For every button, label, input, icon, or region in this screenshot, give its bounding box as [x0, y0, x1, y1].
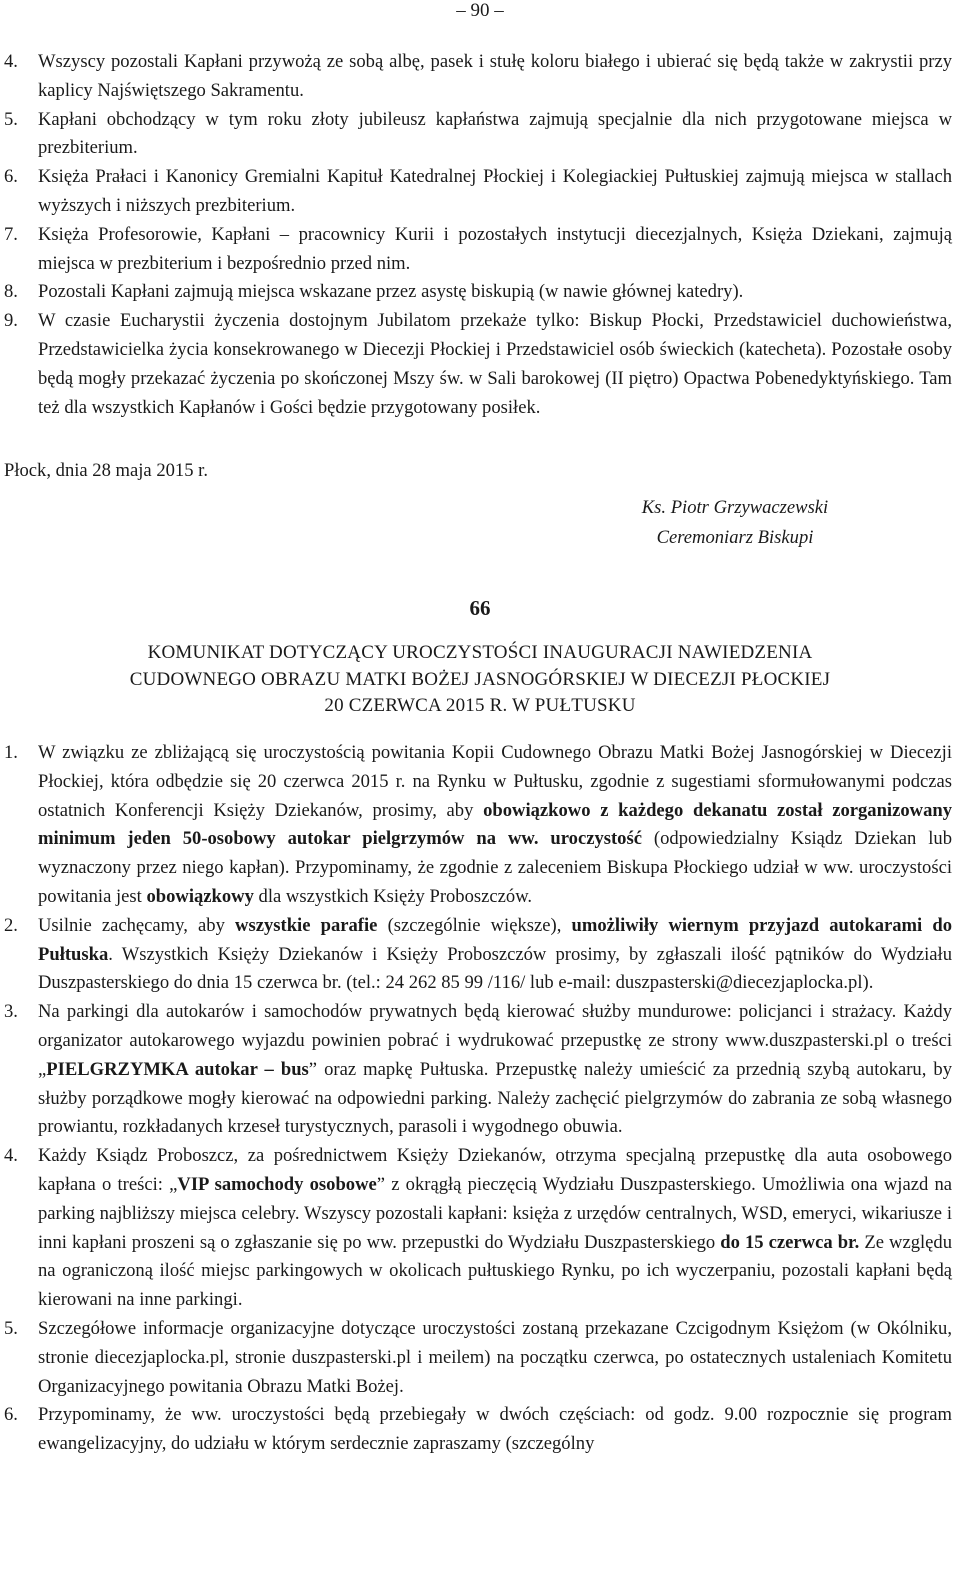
- emphasized-text: do 15 czerwca br.: [720, 1231, 860, 1253]
- signatory-role: Ceremoniarz Biskupi: [656, 527, 814, 548]
- signatory-name: Ks. Piotr Grzywaczewski: [641, 497, 829, 518]
- emphasized-text: PIELGRZYMKA autokar – bus: [46, 1058, 309, 1080]
- text-segment: (szczególnie większe),: [377, 914, 572, 936]
- list-item: [4, 1315, 952, 1401]
- text-segment: Ze względu na ograniczoną ilość miejsc parkingowych w okolicach pułtuskiego Rynku, po ich wyczerpaniu, pozostali kapłani będą kierowani na inne parkingi.: [38, 1231, 952, 1311]
- list-item-number: 5.: [4, 108, 18, 130]
- list-item-number: 8.: [4, 281, 18, 303]
- list-item-text: [38, 1318, 952, 1397]
- list-item-text: [38, 1404, 952, 1454]
- emphasized-text: obowiązkowo z każdego dekanatu został zorganizowany minimum jeden 50-osobowy autokar pielgrzymów na ww. uroczystość: [38, 799, 953, 850]
- document-title: [0, 640, 960, 720]
- list-item-number: 7.: [4, 223, 18, 245]
- list-item: [4, 998, 952, 1142]
- text-segment: Przypominamy, że ww. uroczystości będą przebiegały w dwóch częściach: od godz. 9.00 rozpocznie się program ewangelizacyjny, do udziału w którym serdecznie zapraszamy (szczególny: [38, 1404, 952, 1455]
- document-number: 66: [469, 596, 491, 620]
- list-item-text: Księża Profesorowie, Kapłani – pracownicy Kurii i pozostałych instytucji diecezjalnych, Księża Dziekani, zajmują miejsca w prezbiterium i bezpośrednio przed nim.: [38, 223, 952, 274]
- list-item-number: 2.: [4, 914, 18, 936]
- list-item-number: 3.: [4, 1001, 18, 1023]
- list-item-text: [38, 1145, 952, 1310]
- list-item-number: 9.: [4, 310, 18, 332]
- emphasized-text: VIP samochody osobowe: [177, 1173, 377, 1195]
- text-segment: Szczegółowe informacje organizacyjne dotyczące uroczystości zostaną przekazane Czcigodnym Księżom (w Okólniku, stronie diecezjaplocka.pl, stronie duszpasterski.pl i meilem) na początku czerwca, po ostatecznych ustaleniach Komitetu Organizacyjnego powitania Obrazu Matki Bożej.: [38, 1317, 952, 1397]
- emphasized-text: obowiązkowy: [146, 885, 254, 907]
- list-item-text: [38, 915, 952, 994]
- list-item: [4, 48, 952, 106]
- list-item-text: W czasie Eucharystii życzenia dostojnym Jubilatom przekaże tylko: Biskup Płocki, Przedstawiciel duchowieństwa, Przedstawicielka życia konsekrowanego w Diecezji Płockiej i Przedstawiciel osób świeckich (katecheta). Pozostałe osoby będą mogły przekazać życzenia po skończonej Mszy św. w Sali barokowej (II piętro) Opactwa Pobenedyktyńskiego. Tam też dla wszystkich Kapłanów i Gości będzie przygotowany posiłek.: [38, 310, 952, 418]
- list-item-text: Kapłani obchodzący w tym roku złoty jubileusz kapłaństwa zajmują specjalnie dla nich przygotowane miejsca w prezbiterium.: [38, 108, 952, 159]
- page-number: – 90 –: [456, 0, 504, 21]
- list-item: [4, 912, 952, 998]
- text-segment: . Wszystkich Księży Dziekanów i Księży Proboszczów prosimy, by zgłaszali ilość pątników do Wydziału Duszpasterskiego do dnia 15 czerwca br. (tel.: 24 262 85 99 /116/ lub e-mail: duszpasterski@diecezjaplocka.pl).: [38, 943, 952, 994]
- text-segment: Usilnie zachęcamy, aby: [38, 914, 236, 936]
- text-segment: (odpowiedzialny Ksiądz Dziekan lub wyznaczony przez niego kapłan). Przypominamy, że zgodnie z zaleceniem Biskupa Płockiego udział w ww. uroczystości powitania jest: [38, 828, 953, 907]
- list-item-number: 4.: [4, 51, 18, 72]
- list-item-text: [38, 1001, 952, 1137]
- emphasized-text: wszystkie parafie: [235, 914, 378, 936]
- list-item: [4, 739, 952, 912]
- list-item-number: 5.: [4, 1317, 18, 1339]
- list-item-text: Wszyscy pozostali Kapłani przywożą ze sobą albę, pasek i stułę koloru białego i ubierać się będą także w zakrystii przy kaplicy Najświętszego Sakramentu.: [38, 51, 952, 101]
- title-line: CUDOWNEGO OBRAZU MATKI BOŻEJ JASNOGÓRSKIEJ W DIECEZJI PŁOCKIEJ: [129, 668, 831, 690]
- list-item: [4, 307, 952, 422]
- text-segment: dla wszystkich Księży Proboszczów.: [253, 885, 533, 907]
- list-item: [4, 106, 952, 164]
- title-line: 20 CZERWCA 2015 R. W PUŁTUSKU: [324, 695, 636, 716]
- list-item-text: [38, 742, 952, 907]
- signature-block: [580, 493, 890, 553]
- instructions-list-continued: [4, 48, 952, 422]
- list-item: [4, 163, 952, 221]
- list-item: [4, 221, 952, 279]
- title-line: KOMUNIKAT DOTYCZĄCY UROCZYSTOŚCI INAUGURACJI NAWIEDZENIA: [147, 642, 813, 663]
- emphasized-text: umożliwiły wiernym przyjazd autokarami do Pułtuska: [38, 914, 952, 965]
- list-item: [4, 1142, 952, 1315]
- text-segment: Na parkingi dla autokarów i samochodów prywatnych będą kierować służby mundurowe: policjanci i strażacy. Każdy organizator autokarowego wyjazdu powinien pobrać i wydrukować przepustkę ze strony www.duszpasterski.pl o treści „: [38, 1001, 952, 1080]
- list-item-text: Księża Prałaci i Kanonicy Gremialni Kapituł Katedralnej Płockiej i Kolegiackiej Pułtuskiej zajmują miejsca w stallach wyższych i niższych prezbiterium.: [38, 166, 952, 216]
- list-item-number: 1.: [4, 742, 18, 763]
- list-item: [4, 278, 952, 307]
- list-item-text: Pozostali Kapłani zajmują miejsca wskazane przez asystę biskupią (w nawie głównej katedry).: [38, 281, 744, 303]
- list-item: [4, 1401, 952, 1459]
- list-item-number: 6.: [4, 1404, 18, 1426]
- place-and-date: Płock, dnia 28 maja 2015 r.: [4, 460, 208, 481]
- text-segment: Każdy Ksiądz Proboszcz, za pośrednictwem Księży Dziekanów, otrzyma specjalną przepustkę dla auta osobowego kapłana o treści: „: [38, 1145, 952, 1195]
- announcement-list: [4, 739, 952, 1459]
- list-item-number: 6.: [4, 166, 18, 188]
- text-segment: ” oraz mapkę Pułtuska. Przepustkę należy umieścić za przednią szybą autokaru, by służby porządkowe mogły kierować na odpowiedni parking. Należy zachęcić pielgrzymów do zabrania ze sobą własnego prowiantu, rozkładanych krzeseł turystycznych, parasoli i wygodnego obuwia.: [38, 1058, 952, 1138]
- text-segment: W związku ze zbliżającą się uroczystością powitania Kopii Cudownego Obrazu Matki Bożej Jasnogórskiej w Diecezji Płockiej, która odbędzie się 20 czerwca 2015 r. na Rynku w Pułtusku, zgodnie z sugestiami sformułowanymi podczas ostatnich Konferencji Księży Dziekanów, prosimy, aby: [38, 742, 952, 821]
- text-segment: ” z okrągłą pieczęcią Wydziału Duszpasterskiego. Umożliwia ona wjazd na parking najbliższy miejsca celebry. Wszyscy pozostali kapłani: księża z urzędów centralnych, WSD, emeryci, wikariusze i inni kapłani proszeni są o zgłaszanie się po ww. przepustki do Wydziału Duszpasterskiego: [38, 1173, 952, 1253]
- list-item-number: 4.: [4, 1145, 18, 1167]
